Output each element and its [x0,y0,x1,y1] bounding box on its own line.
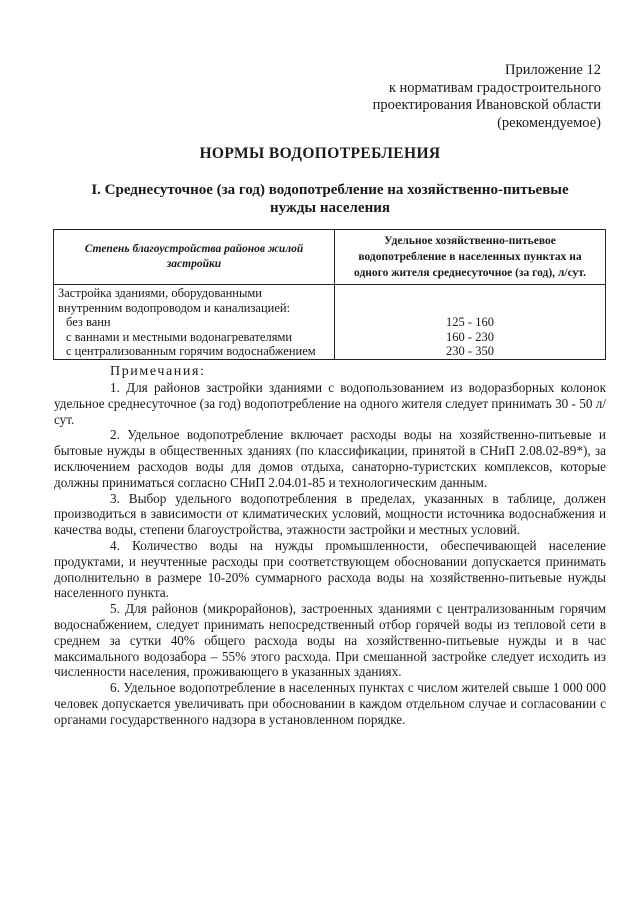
table-header-row [54,230,606,285]
appendix-status: (рекомендуемое) [497,114,601,131]
row-label: с ваннами и местными водонагревателями [54,330,335,345]
group-label-line-2: внутренним водопроводом и канализацией: [54,301,335,316]
column-header-consumption: Удельное хозяйственно-питьевое водопотребление в населенных пунктах на одного жителя среднесуточное (за год), л/сут. [335,230,606,285]
table-row [54,285,606,301]
section-title-line-2: нужды населения [270,200,390,216]
table-row [54,315,606,330]
note-item: 3. Выбор удельного водопотребления в пределах, указанных в таблице, должен производиться в зависимости от климатических условий, мощности источника водоснабжения и качества воды, степени благоустройства, этажности застройки и местных условий. [54,490,606,538]
table-row [54,344,606,359]
row-value: 160 - 230 [335,330,606,345]
section-title-line-1: I. Среднесуточное (за год) водопотребление на хозяйственно-питьевые [91,182,569,198]
note-item: 1. Для районов застройки зданиями с водопользованием из водоразборных колонок удельное среднесуточное (за год) водопотребление на одного жителя следует принимать 30 - 50 л/сут. [54,380,606,427]
document-title: НОРМЫ ВОДОПОТРЕБЛЕНИЯ [199,145,441,162]
appendix-header [301,62,601,132]
note-item: 4. Количество воды на нужды промышленности, обеспечивающей население продуктами, и неучтенные расходы при соответствующем обосновании допускается принимать дополнительно в размере 10-20% суммарного расхода воды на хозяйственно-питьевые нужды населенного пункта. [54,537,606,601]
row-label: без ванн [54,315,335,330]
appendix-subtitle-line-1: к нормативам градостроительного [388,79,601,96]
water-norms-table [53,229,606,360]
row-value: 230 - 350 [335,344,606,359]
column-header-improvement-level: Степень благоустройства районов жилой застройки [54,230,335,285]
notes-list [54,380,606,728]
note-item: 6. Удельное водопотребление в населенных пунктах с числом жителей свыше 1 000 000 человек допускается увеличивать при обосновании в каждом отдельном случае и согласовании с органами государственного надзора в установленном порядке. [54,680,606,727]
notes-heading: Примечания: [110,364,206,379]
row-value: 125 - 160 [335,315,606,330]
note-item: 5. Для районов (микрорайонов), застроенных зданиями с централизованным горячим водоснабжением, следует принимать непосредственный отбор горячей воды из тепловой сети в среднем за сутки 40% общего расхода воды на хозяйственно-питьевые нужды и в час максимального водозабора – 55% этого расхода. При смешанной застройке следует исходить из численности населения, проживающего в указанных зданиях. [54,601,606,680]
table-row [54,301,606,316]
table-row [54,330,606,345]
group-label-line-1: Застройка зданиями, оборудованными [54,285,335,301]
appendix-subtitle-line-2: проектирования Ивановской области [372,97,601,113]
row-label: с централизованным горячим водоснабжением [54,344,335,359]
appendix-number: Приложение 12 [505,62,601,78]
note-item: 2. Удельное водопотребление включает расходы воды на хозяйственно-питьевые и бытовые нужды в общественных зданиях (по классификации, принятой в СНиП 2.08.02-89*), за исключением расходов воды для домов отдыха, санаторно-туристских комплексов, которые должны приниматься согласно СНиП 2.04.01-85 и технологическим данным. [54,427,606,490]
section-title [70,181,590,217]
